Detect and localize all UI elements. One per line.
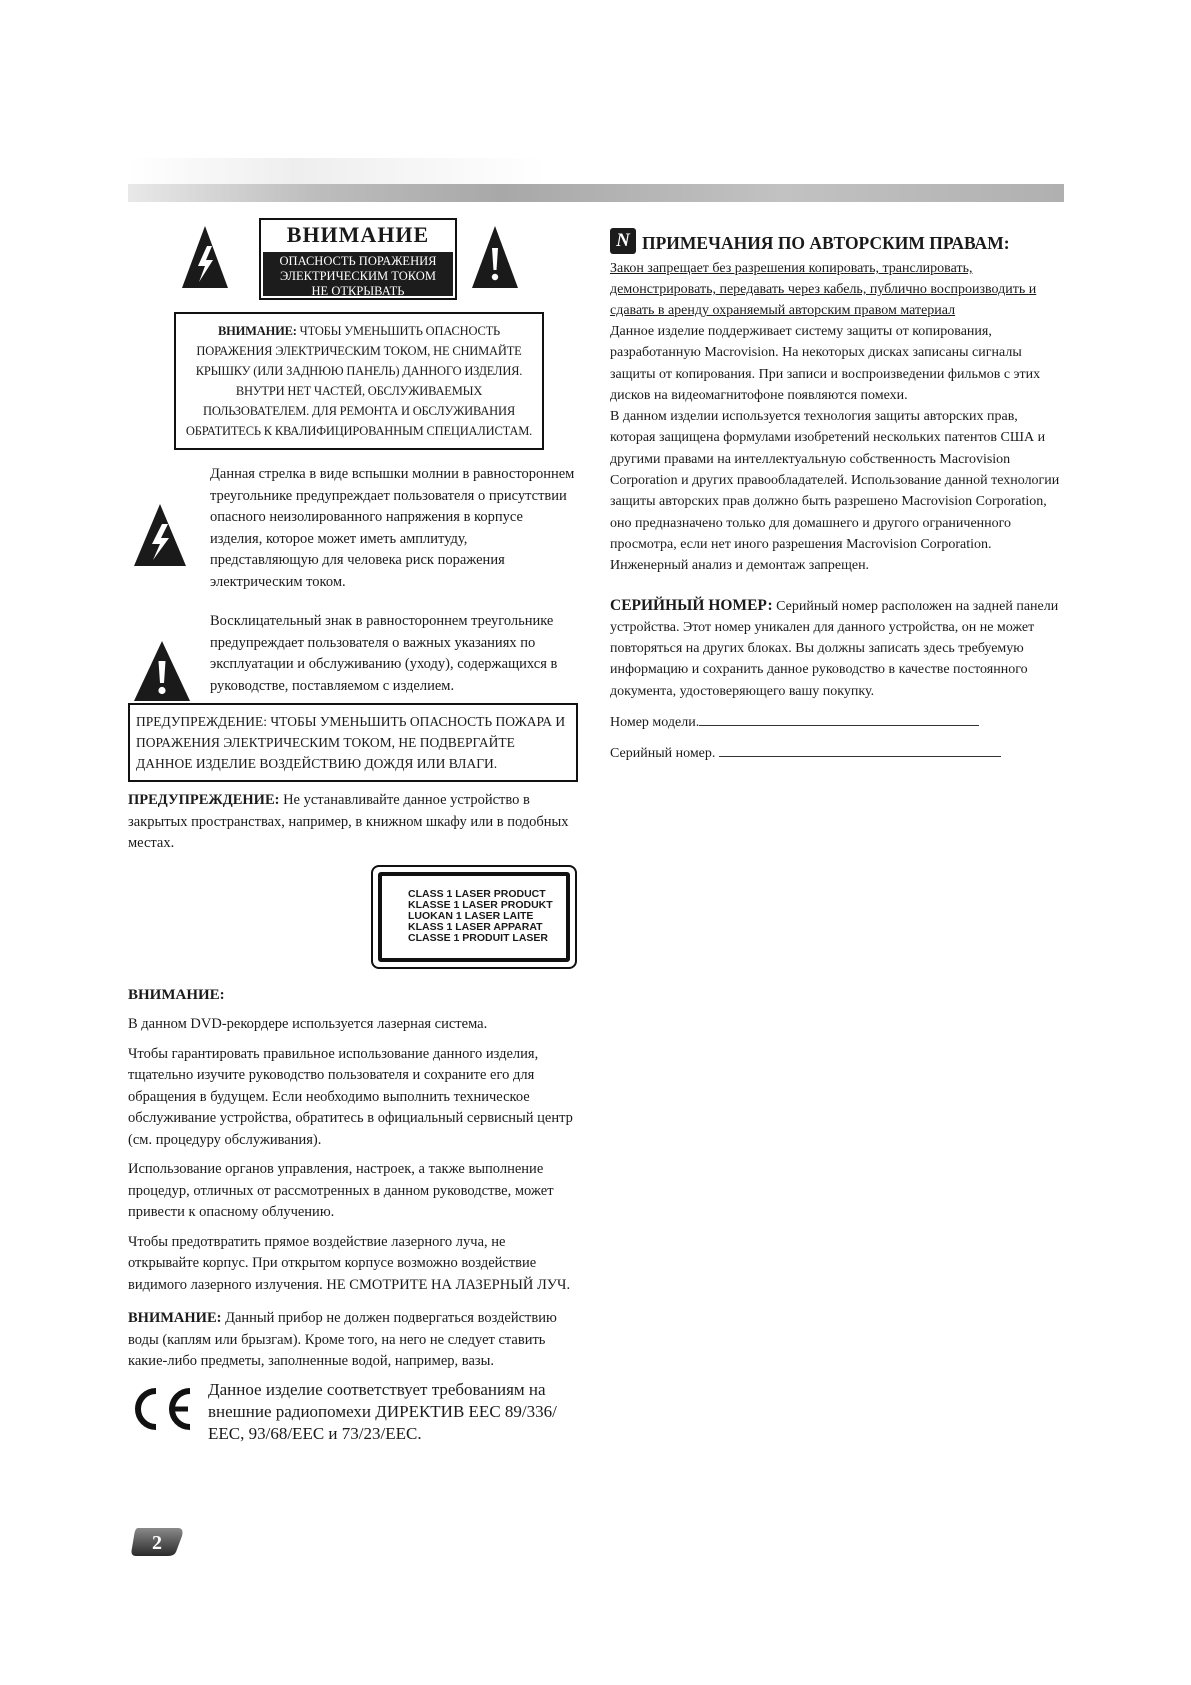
ce-text: Данное изделие соответствует требованиям на внешние радиопомехи ДИРЕКТИВ ЕЕС 89/336/ЕЕС, 93/68/ЕЕС и 73/23/ЕЕС.: [208, 1379, 557, 1443]
caution-box-text: ЧТОБЫ УМЕНЬШИТЬ ОПАСНОСТЬ ПОРАЖЕНИЯ ЭЛЕКТРИЧЕСКИМ ТОКОМ, НЕ СНИМАЙТЕ КРЫШКУ (ИЛИ ЗАДНЮЮ ПАНЕЛЬ) ДАННОГО ИЗДЕЛИЯ. ВНУТРИ НЕТ ЧАСТЕЙ, ОБСЛУЖИВАЕМЫХ ПОЛЬЗОВАТЕЛЕМ. ДЛЯ РЕМОНТА И ОБСЛУЖИВАНИЯ ОБРАТИТЕСЬ К КВАЛИФИЦИРОВАННЫМ СПЕЦИАЛИСТАМ.: [185, 324, 533, 438]
water-caution: [128, 1308, 578, 1373]
page-number-badge: [130, 1524, 186, 1558]
laser-line: CLASSE 1 PRODUIT LASER: [408, 932, 549, 944]
placement-warning-text: Не устанавливайте данное устройство в закрытых пространствах, например, в книжном шкафу или в подобных местах.: [128, 792, 569, 851]
serial-lead: СЕРИЙНЫЙ НОМЕР:: [610, 596, 773, 614]
ce-mark-icon: [128, 1385, 194, 1433]
right-column: [610, 232, 1066, 764]
exclamation-triangle-icon: [470, 224, 520, 290]
warning-line-2: ЭЛЕКТРИЧЕСКИМ ТОКОМ: [280, 269, 436, 283]
copyright-heading-text: ПРИМЕЧАНИЯ ПО АВТОРСКИМ ПРАВАМ:: [642, 233, 1010, 253]
copyright-p2: В данном изделии используется технология защиты авторских прав, которая защищена формулами изобретений нескольких патентов США и другими правами на интеллектуальную собственность Macrovision Corporation и других правообладателей. Использование данной технологии защиты авторских прав должно быть разрешено Macrovision Corporation, оно предназначено только для домашнего и другого ограниченного просмотра, если нет иного разрешения Macrovision Corporation. Инженерный анализ и демонтаж запрещен.: [610, 409, 1060, 574]
warning-line-1: ОПАСНОСТЬ ПОРАЖЕНИЯ: [279, 254, 437, 268]
laser-caution-heading: ВНИМАНИЕ:: [128, 986, 225, 1003]
note-icon: N: [610, 228, 636, 254]
laser-caution-p2: Чтобы гарантировать правильное использование данного изделия, тщательно изучите руководство пользователя и сохраните его для обращения в будущем. Если необходимо выполнить техническое обслуживание устройства, обратитесь в официальный сервисный центр (см. процедуру обслуживания).: [128, 1045, 573, 1148]
water-caution-text: Данный прибор не должен подвергаться воздействию воды (каплям или брызгам). Кроме того, на него не следует ставить какие-либо предметы, заполненные водой, например, вазы.: [128, 1310, 557, 1369]
laser-caution-p1: В данном DVD-рекордере используется лазерная система.: [128, 1016, 488, 1032]
warning-line-3: НЕ ОТКРЫВАТЬ: [311, 284, 405, 298]
serial-text: Серийный номер расположен на задней панели устройства. Этот номер уникален для данного устройства, он не может повторяться на других блоках. Вы должны записать здесь требуемую информацию и сохранить данное руководство в качестве постоянного документа, удостоверяющего вашу покупку.: [610, 598, 1059, 699]
laser-line: LUOKAN 1 LASER LAITE: [408, 910, 534, 922]
laser-label-area: [128, 865, 578, 975]
caution-box: [174, 312, 544, 450]
fire-warning-box: ПРЕДУПРЕЖДЕНИЕ: ЧТОБЫ УМЕНЬШИТЬ ОПАСНОСТЬ ПОЖАРА И ПОРАЖЕНИЯ ЭЛЕКТРИЧЕСКИМ ТОКОМ, НЕ ПОДВЕРГАЙТЕ ДАННОЕ ИЗДЕЛИЕ ВОЗДЕЙСТВИЮ ДОЖДЯ ИЛИ ВЛАГИ.: [128, 703, 578, 782]
model-number-line[interactable]: [699, 712, 979, 726]
caution-box-lead: ВНИМАНИЕ:: [217, 324, 297, 338]
copyright-law-text: Закон запрещает без разрешения копировать, транслировать, демонстрировать, передавать через кабель, публично воспроизводить и сдавать в аренду охраняемый авторским правом материал: [610, 261, 1037, 318]
exclamation-triangle-icon: [132, 639, 192, 703]
exclamation-symbol-explanation: [128, 611, 578, 697]
serial-number-label: Серийный номер.: [610, 746, 716, 762]
page-number: 2: [152, 1532, 162, 1554]
lightning-triangle-icon: [180, 224, 230, 290]
water-caution-lead: ВНИМАНИЕ:: [128, 1310, 222, 1326]
lightning-symbol-explanation: [128, 464, 578, 593]
laser-line: KLASS 1 LASER APPARAT: [408, 921, 543, 933]
lightning-symbol-text: Данная стрелка в виде вспышки молнии в равностороннем треугольнике предупреждает пользователя о присутствии опасного неизолированного напряжения в корпусе изделия, которое может иметь амплитуду, представляющую для человека риск поражения электрическим током.: [210, 466, 575, 590]
laser-product-label: [371, 865, 577, 969]
serial-number-line[interactable]: [719, 743, 1001, 757]
ce-compliance: [128, 1379, 578, 1445]
laser-line: KLASSE 1 LASER PRODUKT: [408, 899, 553, 911]
laser-line: CLASS 1 LASER PRODUCT: [408, 888, 546, 900]
model-number-label: Номер модели.: [610, 715, 700, 731]
model-number-field: [610, 712, 1066, 733]
left-column: [128, 218, 578, 1445]
placement-warning-lead: ПРЕДУПРЕЖДЕНИЕ:: [128, 792, 280, 808]
lightning-triangle-icon: [132, 502, 188, 568]
copyright-heading: [610, 232, 1066, 254]
laser-label-inner: [378, 872, 570, 962]
copyright-law: [610, 258, 1066, 321]
copyright-p1: Данное изделие поддерживает систему защиты от копирования, разработанную Macrovision. На некоторых дисках записаны сигналы защиты от копирования. При записи и воспроизведении фильмов с этих дисков на видеомагнитофоне появляются помехи.: [610, 324, 1041, 403]
header-band: [128, 184, 1064, 202]
laser-caution-p3: Использование органов управления, настроек, а также выполнение процедур, отличных от рассмотренных в данном руководстве, может привести к опасному облучению.: [128, 1161, 554, 1220]
serial-number-section: [610, 595, 1066, 702]
serial-number-field: [610, 743, 1066, 764]
placement-warning: [128, 790, 578, 855]
warning-title: ВНИМАНИЕ: [286, 222, 430, 247]
warning-shock-text: [263, 252, 453, 296]
warning-label: [128, 218, 578, 300]
warning-box-label: [259, 218, 457, 300]
exclamation-symbol-text: Восклицательный знак в равностороннем треугольнике предупреждает пользователя о важных указаниях по эксплуатации и обслуживанию (уходу), содержащихся в руководстве, поставляемом с изделием.: [210, 613, 558, 694]
laser-caution-p4: Чтобы предотвратить прямое воздействие лазерного луча, не открывайте корпус. При открытом корпусе возможно воздействие видимого лазерного излучения. НЕ СМОТРИТЕ НА ЛАЗЕРНЫЙ ЛУЧ.: [128, 1233, 571, 1293]
